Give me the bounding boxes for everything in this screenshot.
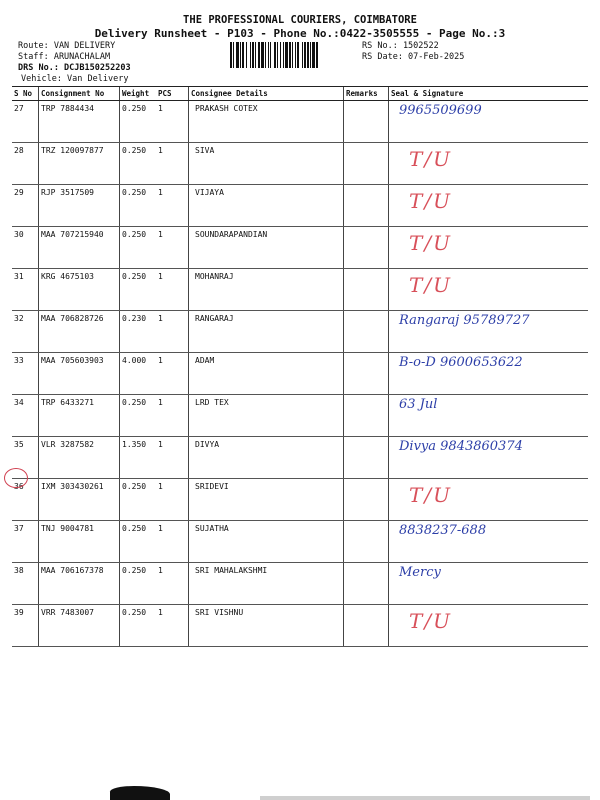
cell-weight: 4.000 <box>120 353 157 395</box>
cell-weight: 0.250 <box>120 521 157 563</box>
barcode-bar <box>289 42 291 68</box>
cell-pcs: 1 <box>156 521 189 563</box>
barcode-bar <box>265 42 266 68</box>
cell-weight: 0.250 <box>120 185 157 227</box>
circle-mark <box>4 468 28 488</box>
cell-remarks <box>344 479 389 521</box>
cell-signature <box>389 605 589 647</box>
cell-signature <box>389 395 589 437</box>
cell-signature <box>389 521 589 563</box>
cell-consignment-no: TRP 7884434 <box>39 101 120 143</box>
meta-right <box>362 41 464 63</box>
barcode-image <box>230 42 350 68</box>
table-row <box>12 227 588 269</box>
cell-sno: 27 <box>12 101 39 143</box>
barcode-bar <box>304 42 306 68</box>
cell-weight: 0.250 <box>120 227 157 269</box>
cell-consignee: LRD TEX <box>189 395 344 437</box>
col-weight: Weight <box>120 87 157 101</box>
handwritten-signature: 8838237-688 <box>399 523 487 538</box>
cell-consignee: SIVA <box>189 143 344 185</box>
cell-signature <box>389 227 589 269</box>
cell-signature <box>389 353 589 395</box>
cell-signature <box>389 269 589 311</box>
barcode-bar <box>242 42 244 68</box>
cell-consignee: VIJAYA <box>189 185 344 227</box>
handwritten-signature: 63 Jul <box>399 397 438 412</box>
cell-pcs: 1 <box>156 227 189 269</box>
cell-consignee: SUJATHA <box>189 521 344 563</box>
meta-left <box>18 41 131 85</box>
cell-remarks <box>344 311 389 353</box>
cell-consignee: RANGARAJ <box>189 311 344 353</box>
cell-consignee: SRI VISHNU <box>189 605 344 647</box>
cell-signature <box>389 437 589 479</box>
cell-signature <box>389 185 589 227</box>
cell-weight: 1.350 <box>120 437 157 479</box>
drs-label: DRS No.: DCJB150252203 <box>18 63 131 73</box>
table-row <box>12 563 588 605</box>
cell-remarks <box>344 605 389 647</box>
cell-weight: 0.250 <box>120 395 157 437</box>
cell-consignment-no: MAA 705603903 <box>39 353 120 395</box>
table-row <box>12 143 588 185</box>
col-pcs: PCS <box>156 87 189 101</box>
cell-consignee: MOHANRAJ <box>189 269 344 311</box>
cell-pcs: 1 <box>156 605 189 647</box>
barcode-bar <box>302 42 303 68</box>
cell-consignment-no: MAA 706167378 <box>39 563 120 605</box>
cell-sno: 29 <box>12 185 39 227</box>
barcode-bar <box>268 42 269 68</box>
company-title: THE PROFESSIONAL COURIERS, COIMBATORE <box>183 14 417 26</box>
tu-mark: T/U <box>409 483 452 507</box>
table-row <box>12 185 588 227</box>
cell-consignee: PRAKASH COTEX <box>189 101 344 143</box>
cell-remarks <box>344 521 389 563</box>
cell-pcs: 1 <box>156 395 189 437</box>
runsheet-table <box>12 86 588 647</box>
col-sno: S No <box>12 87 39 101</box>
cell-remarks <box>344 269 389 311</box>
scan-edge <box>260 796 590 800</box>
handwritten-signature: B-o-D 9600653622 <box>399 355 523 370</box>
cell-sno: 35 <box>12 437 39 479</box>
cell-pcs: 1 <box>156 479 189 521</box>
barcode-bar <box>312 42 315 68</box>
col-remarks: Remarks <box>344 87 389 101</box>
cell-sno: 34 <box>12 395 39 437</box>
col-consignee: Consignee Details <box>189 87 344 101</box>
barcode-bar <box>236 42 239 68</box>
cell-weight: 0.250 <box>120 101 157 143</box>
tu-mark: T/U <box>409 231 452 255</box>
barcode-bar <box>252 42 254 68</box>
cell-sno: 39 <box>12 605 39 647</box>
barcode-bar <box>250 42 251 68</box>
barcode-bar <box>261 42 264 68</box>
barcode-bar <box>277 42 278 68</box>
cell-remarks <box>344 437 389 479</box>
cell-weight: 0.250 <box>120 269 157 311</box>
cell-sno: 33 <box>12 353 39 395</box>
tu-mark: T/U <box>409 609 452 633</box>
cell-weight: 0.250 <box>120 563 157 605</box>
table-row <box>12 605 588 647</box>
barcode-bar <box>310 42 311 68</box>
table-header-row <box>12 87 588 101</box>
barcode-bar <box>283 42 284 68</box>
cell-consignment-no: VLR 3287582 <box>39 437 120 479</box>
cell-weight: 0.250 <box>120 605 157 647</box>
rs-number: RS No.: 1502522 <box>362 41 439 51</box>
cell-sno: 28 <box>12 143 39 185</box>
cell-consignee: SOUNDARAPANDIAN <box>189 227 344 269</box>
cell-signature <box>389 143 589 185</box>
cell-sno: 38 <box>12 563 39 605</box>
col-signature: Seal & Signature <box>389 87 589 101</box>
barcode-bar <box>274 42 276 68</box>
barcode-bar <box>230 42 232 68</box>
cell-signature <box>389 311 589 353</box>
barcode-bar <box>240 42 241 68</box>
table-row <box>12 521 588 563</box>
tu-mark: T/U <box>409 273 452 297</box>
cell-sno: 31 <box>12 269 39 311</box>
staff-label: Staff: ARUNACHALAM <box>18 52 111 62</box>
table-row <box>12 101 588 143</box>
table-row <box>12 353 588 395</box>
cell-consignee: DIVYA <box>189 437 344 479</box>
barcode-bar <box>258 42 260 68</box>
barcode-bar <box>280 42 281 68</box>
cell-consignment-no: VRR 7483007 <box>39 605 120 647</box>
cell-pcs: 1 <box>156 563 189 605</box>
barcode-bar <box>295 42 296 68</box>
cell-pcs: 1 <box>156 353 189 395</box>
cell-consignment-no: KRG 4675103 <box>39 269 120 311</box>
cell-consignee: ADAM <box>189 353 344 395</box>
barcode-bar <box>285 42 288 68</box>
cell-remarks <box>344 185 389 227</box>
cell-sno: 32 <box>12 311 39 353</box>
scan-smudge <box>110 786 170 800</box>
table-row <box>12 311 588 353</box>
cell-pcs: 1 <box>156 143 189 185</box>
handwritten-signature: Divya 9843860374 <box>399 439 523 454</box>
barcode-bar <box>307 42 309 68</box>
cell-signature <box>389 101 589 143</box>
cell-consignment-no: IXM 303430261 <box>39 479 120 521</box>
route-label: Route: VAN DELIVERY <box>18 41 116 51</box>
tu-mark: T/U <box>409 147 452 171</box>
cell-consignment-no: TNJ 9004781 <box>39 521 120 563</box>
cell-remarks <box>344 395 389 437</box>
barcode-bar <box>255 42 256 68</box>
table-row <box>12 479 588 521</box>
tu-mark: T/U <box>409 189 452 213</box>
runsheet-subtitle: Delivery Runsheet - P103 - Phone No.:0422-3505555 - Page No.:3 <box>94 27 506 40</box>
cell-pcs: 1 <box>156 101 189 143</box>
cell-pcs: 1 <box>156 437 189 479</box>
cell-weight: 0.250 <box>120 479 157 521</box>
cell-consignment-no: TRP 6433271 <box>39 395 120 437</box>
barcode-bar <box>270 42 271 68</box>
cell-signature <box>389 563 589 605</box>
cell-consignment-no: RJP 3517509 <box>39 185 120 227</box>
barcode-bar <box>233 42 234 68</box>
cell-consignment-no: MAA 707215940 <box>39 227 120 269</box>
handwritten-signature: Rangaraj 95789727 <box>399 313 530 328</box>
barcode-bar <box>316 42 318 68</box>
cell-remarks <box>344 353 389 395</box>
table-row <box>12 269 588 311</box>
cell-sno: 37 <box>12 521 39 563</box>
cell-consignment-no: TRZ 120097877 <box>39 143 120 185</box>
cell-sno: 30 <box>12 227 39 269</box>
cell-remarks <box>344 563 389 605</box>
cell-pcs: 1 <box>156 269 189 311</box>
barcode-bar <box>246 42 247 68</box>
col-consignment: Consignment No <box>39 87 120 101</box>
vehicle-label: Vehicle: Van Delivery <box>21 74 129 84</box>
cell-sno: 36 <box>12 479 39 521</box>
barcode-bar <box>297 42 299 68</box>
cell-remarks <box>344 227 389 269</box>
handwritten-signature: 9965509699 <box>399 103 482 118</box>
barcode-bar <box>292 42 293 68</box>
cell-consignee: SRI MAHALAKSHMI <box>189 563 344 605</box>
handwritten-signature: Mercy <box>399 565 441 580</box>
cell-weight: 0.230 <box>120 311 157 353</box>
cell-remarks <box>344 143 389 185</box>
cell-weight: 0.250 <box>120 143 157 185</box>
table-row <box>12 437 588 479</box>
table-row <box>12 395 588 437</box>
cell-consignee: SRIDEVI <box>189 479 344 521</box>
cell-remarks <box>344 101 389 143</box>
rs-date: RS Date: 07-Feb-2025 <box>362 52 465 62</box>
cell-pcs: 1 <box>156 311 189 353</box>
cell-consignment-no: MAA 706828726 <box>39 311 120 353</box>
cell-pcs: 1 <box>156 185 189 227</box>
cell-signature <box>389 479 589 521</box>
